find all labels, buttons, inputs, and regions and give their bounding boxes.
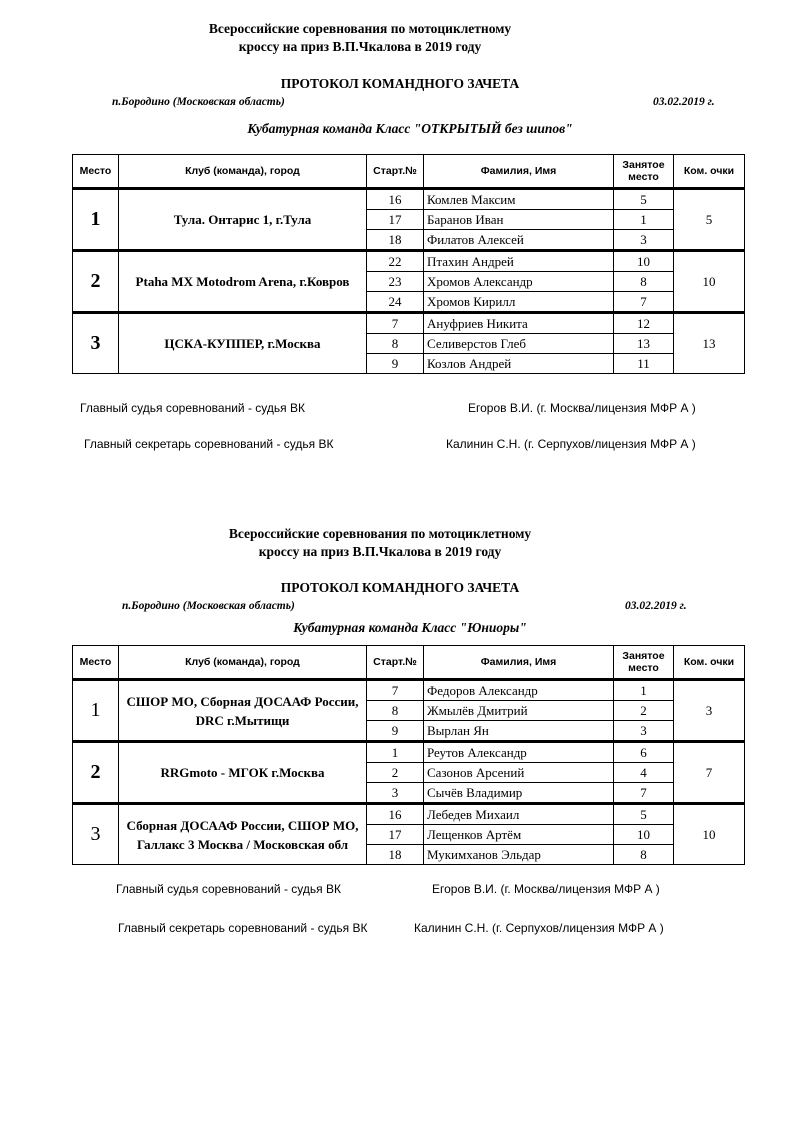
header-mesto: Место xyxy=(73,646,119,680)
venue: п.Бородино (Московская область) xyxy=(112,96,285,108)
team-place: 3 xyxy=(73,313,119,374)
rider-name: Козлов Андрей xyxy=(424,354,614,374)
rider-position: 6 xyxy=(614,742,674,763)
rider-start-number: 16 xyxy=(367,189,424,210)
rider-start-number: 1 xyxy=(367,742,424,763)
rider-position: 4 xyxy=(614,763,674,783)
rider-position: 3 xyxy=(614,230,674,251)
header-position: Занятое место xyxy=(614,155,674,189)
rider-start-number: 2 xyxy=(367,763,424,783)
rider-start-number: 7 xyxy=(367,680,424,701)
rider-start-number: 8 xyxy=(367,334,424,354)
rider-start-number: 18 xyxy=(367,845,424,865)
venue: п.Бородино (Московская область) xyxy=(122,600,295,612)
rider-name: Реутов Александр xyxy=(424,742,614,763)
chief-judge-name: Егоров В.И. (г. Москва/лицензия МФР А ) xyxy=(468,401,696,415)
header-club: Клуб (команда), город xyxy=(119,155,367,189)
team-points: 13 xyxy=(674,313,745,374)
rider-name: Хромов Кирилл xyxy=(424,292,614,313)
rider-name: Филатов Алексей xyxy=(424,230,614,251)
chief-judge-label: Главный судья соревнований - судья ВК xyxy=(116,882,341,896)
rider-position: 12 xyxy=(614,313,674,334)
team-points: 3 xyxy=(674,680,745,742)
table-row xyxy=(73,680,745,701)
results-table xyxy=(72,154,745,374)
rider-start-number: 24 xyxy=(367,292,424,313)
rider-name: Селиверстов Глеб xyxy=(424,334,614,354)
team-points: 7 xyxy=(674,742,745,804)
table-row xyxy=(73,742,745,763)
table-row xyxy=(73,251,745,272)
header-position: Занятое место xyxy=(614,646,674,680)
event-date: 03.02.2019 г. xyxy=(653,96,715,108)
rider-name: Комлев Максим xyxy=(424,189,614,210)
rider-name: Жмылёв Дмитрий xyxy=(424,701,614,721)
title-line-2: кроссу на приз В.П.Чкалова в 2019 году xyxy=(258,544,502,559)
class-title: Кубатурная команда Класс "Юниоры" xyxy=(293,620,527,635)
chief-secretary-name: Калинин С.Н. (г. Серпухов/лицензия МФР А ) xyxy=(414,921,664,935)
event-date: 03.02.2019 г. xyxy=(625,600,687,612)
rider-name: Баранов Иван xyxy=(424,210,614,230)
title-line-1: Всероссийские соревнования по мотоциклетному xyxy=(228,526,532,541)
table-row xyxy=(73,189,745,210)
rider-start-number: 9 xyxy=(367,354,424,374)
team-place: 1 xyxy=(73,189,119,251)
rider-name: Федоров Александр xyxy=(424,680,614,701)
team-club: ЦСКА-КУППЕР, г.Москва xyxy=(119,313,367,374)
rider-name: Лещенков Артём xyxy=(424,825,614,845)
header-name: Фамилия, Имя xyxy=(424,155,614,189)
rider-position: 10 xyxy=(614,825,674,845)
rider-position: 8 xyxy=(614,845,674,865)
rider-position: 1 xyxy=(614,210,674,230)
rider-position: 2 xyxy=(614,701,674,721)
table-row xyxy=(73,804,745,825)
rider-position: 7 xyxy=(614,292,674,313)
team-place: 3 xyxy=(73,804,119,865)
competition-title xyxy=(150,20,570,56)
team-place: 2 xyxy=(73,742,119,804)
table-header-row xyxy=(73,646,745,680)
rider-position: 11 xyxy=(614,354,674,374)
rider-name: Хромов Александр xyxy=(424,272,614,292)
rider-start-number: 17 xyxy=(367,210,424,230)
rider-name: Лебедев Михаил xyxy=(424,804,614,825)
header-club: Клуб (команда), город xyxy=(119,646,367,680)
rider-start-number: 3 xyxy=(367,783,424,804)
team-points: 10 xyxy=(674,804,745,865)
rider-start-number: 22 xyxy=(367,251,424,272)
rider-position: 7 xyxy=(614,783,674,804)
team-place: 1 xyxy=(73,680,119,742)
rider-position: 3 xyxy=(614,721,674,742)
competition-title xyxy=(170,525,590,561)
protocol-heading: ПРОТОКОЛ КОМАНДНОГО ЗАЧЕТА xyxy=(280,76,520,91)
rider-position: 8 xyxy=(614,272,674,292)
header-name: Фамилия, Имя xyxy=(424,646,614,680)
header-start: Старт.№ xyxy=(367,646,424,680)
team-club: Ptaha MX Motodrom Arena, г.Ковров xyxy=(119,251,367,313)
rider-start-number: 23 xyxy=(367,272,424,292)
rider-position: 13 xyxy=(614,334,674,354)
chief-secretary-label: Главный секретарь соревнований - судья ВК xyxy=(118,921,368,935)
title-line-2: кроссу на приз В.П.Чкалова в 2019 году xyxy=(238,39,482,54)
rider-start-number: 18 xyxy=(367,230,424,251)
chief-secretary-name: Калинин С.Н. (г. Серпухов/лицензия МФР А ) xyxy=(446,437,696,451)
table-header-row xyxy=(73,155,745,189)
rider-position: 5 xyxy=(614,189,674,210)
protocol-heading: ПРОТОКОЛ КОМАНДНОГО ЗАЧЕТА xyxy=(280,580,520,595)
team-club: Сборная ДОСААФ России, СШОР МО, Галлакс 3 Москва / Московская обл xyxy=(119,804,367,865)
title-line-1: Всероссийские соревнования по мотоциклетному xyxy=(208,21,512,36)
rider-name: Мукимханов Эльдар xyxy=(424,845,614,865)
rider-position: 5 xyxy=(614,804,674,825)
class-title: Кубатурная команда Класс "ОТКРЫТЫЙ без шипов" xyxy=(247,121,573,136)
rider-start-number: 8 xyxy=(367,701,424,721)
table-row xyxy=(73,313,745,334)
results-table xyxy=(72,645,745,865)
team-points: 10 xyxy=(674,251,745,313)
team-club: RRGmoto - МГОК г.Москва xyxy=(119,742,367,804)
header-points: Ком. очки xyxy=(674,646,745,680)
rider-start-number: 16 xyxy=(367,804,424,825)
rider-start-number: 7 xyxy=(367,313,424,334)
header-start: Старт.№ xyxy=(367,155,424,189)
rider-name: Ануфриев Никита xyxy=(424,313,614,334)
chief-judge-label: Главный судья соревнований - судья ВК xyxy=(80,401,305,415)
rider-position: 10 xyxy=(614,251,674,272)
chief-secretary-label: Главный секретарь соревнований - судья ВК xyxy=(84,437,334,451)
rider-name: Птахин Андрей xyxy=(424,251,614,272)
team-points: 5 xyxy=(674,189,745,251)
team-club: Тула. Онтарис 1, г.Тула xyxy=(119,189,367,251)
team-place: 2 xyxy=(73,251,119,313)
rider-name: Сычёв Владимир xyxy=(424,783,614,804)
rider-position: 1 xyxy=(614,680,674,701)
team-club: СШОР МО, Сборная ДОСААФ России, DRC г.Мытищи xyxy=(119,680,367,742)
chief-judge-name: Егоров В.И. (г. Москва/лицензия МФР А ) xyxy=(432,882,660,896)
header-mesto: Место xyxy=(73,155,119,189)
header-points: Ком. очки xyxy=(674,155,745,189)
rider-name: Вырлан Ян xyxy=(424,721,614,742)
rider-start-number: 9 xyxy=(367,721,424,742)
rider-start-number: 17 xyxy=(367,825,424,845)
rider-name: Сазонов Арсений xyxy=(424,763,614,783)
